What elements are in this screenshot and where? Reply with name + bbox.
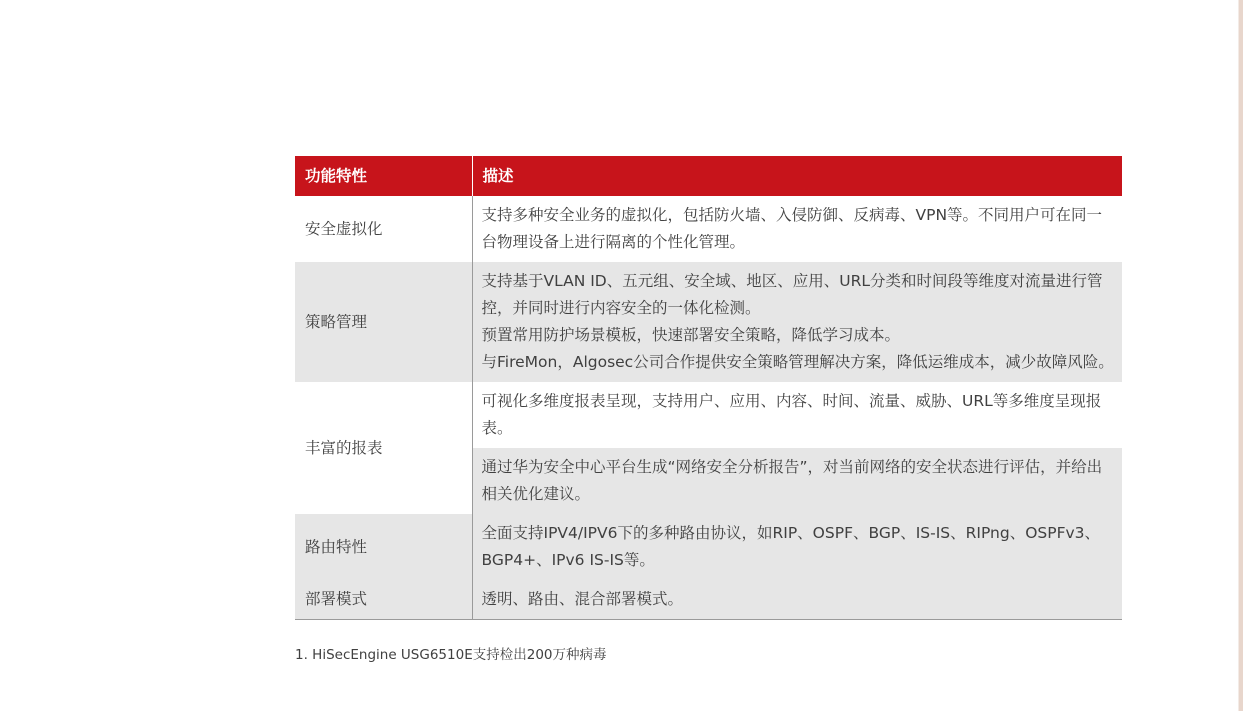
table-row (295, 514, 1122, 580)
description-line: 与FireMon，Algosec公司合作提供安全策略管理解决方案，降低运维成本，减少故障风险。 (481, 353, 1114, 371)
feature-name: 路由特性 (305, 537, 368, 556)
feature-name: 策略管理 (305, 312, 368, 331)
header-feature: 功能特性 (295, 156, 472, 196)
description-line: 支持基于VLAN ID、五元组、安全域、地区、应用、URL分类和时间段等维度对流量进行管控，并同时进行内容安全的一体化检测。 (481, 272, 1103, 317)
feature-description (472, 514, 1122, 580)
footnote: 1. HiSecEngine USG6510E支持检出200万种病毒 (295, 647, 607, 663)
page-edge-border (1239, 0, 1243, 711)
feature-description (472, 580, 1122, 620)
table-row (295, 262, 1122, 382)
feature-table (295, 156, 1122, 620)
feature-description (472, 382, 1122, 448)
feature-name: 部署模式 (295, 580, 472, 620)
description-line: 全面支持IPV4/IPV6下的多种路由协议，如RIP、OSPF、BGP、IS-IS、RIPng、OSPFv3、BGP4+、IPv6 IS-IS等。 (481, 524, 1101, 569)
table-row (295, 580, 1122, 620)
feature-name: 安全虚拟化 (305, 219, 383, 238)
description-line: 预置常用防护场景模板，快速部署安全策略，降低学习成本。 (481, 326, 901, 344)
table-row (295, 196, 1122, 262)
table-header-row (295, 156, 1122, 196)
table-row (295, 382, 1122, 448)
header-description: 描述 (472, 156, 1122, 196)
feature-description (472, 196, 1122, 262)
description-line: 可视化多维度报表呈现，支持用户、应用、内容、时间、流量、威胁、URL等多维度呈现报表。 (481, 392, 1102, 437)
description-line: 支持多种安全业务的虚拟化，包括防火墙、入侵防御、反病毒、VPN等。不同用户可在同一台物理设备上进行隔离的个性化管理。 (481, 206, 1103, 251)
description-line: 透明、路由、混合部署模式。 (481, 590, 684, 608)
feature-description (472, 262, 1122, 382)
feature-description (472, 448, 1122, 514)
description-line: 通过华为安全中心平台生成“网络安全分析报告”，对当前网络的安全状态进行评估，并给出相关优化建议。 (481, 458, 1103, 503)
feature-name: 丰富的报表 (305, 438, 383, 457)
